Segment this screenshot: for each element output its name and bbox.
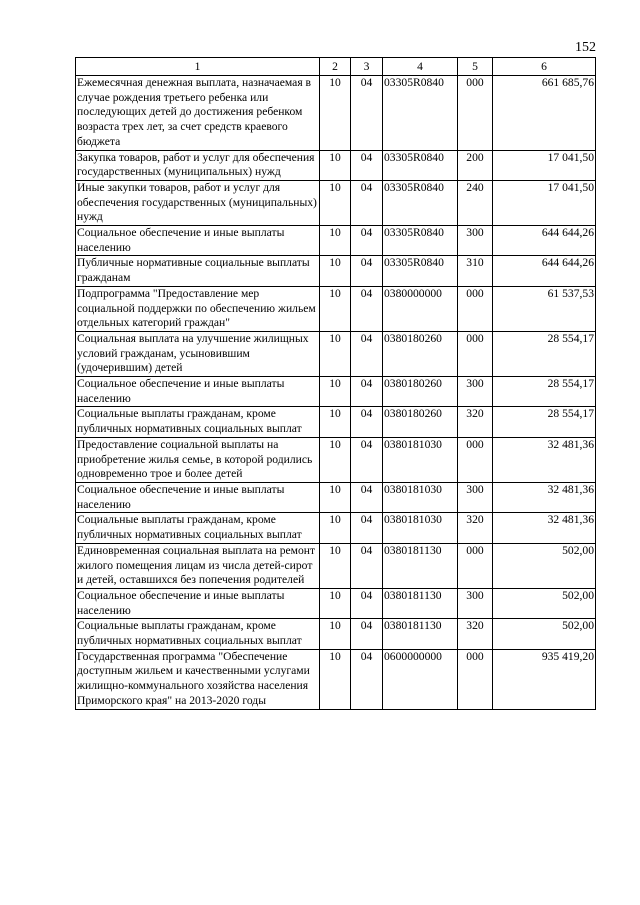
table-row [76,377,596,407]
row-amount: 28 554,17 [493,331,596,376]
row-expense-type: 000 [458,286,493,331]
row-subsection: 04 [351,226,383,256]
row-subsection: 04 [351,513,383,543]
row-subsection: 04 [351,150,383,180]
row-expense-type: 000 [458,76,493,151]
row-target-code: 03305R0840 [383,256,458,286]
row-section: 10 [320,482,351,512]
row-amount: 502,00 [493,619,596,649]
table-row [76,649,596,709]
row-name: Государственная программа "Обеспечение доступным жильем и качественными услугами жилищно-коммунального хозяйства населения Приморского края" на 2013-2020 годы [76,649,320,709]
row-section: 10 [320,588,351,618]
row-section: 10 [320,437,351,482]
row-name: Социальное обеспечение и иные выплаты населению [76,377,320,407]
row-expense-type: 320 [458,407,493,437]
row-subsection: 04 [351,649,383,709]
row-amount: 502,00 [493,543,596,588]
row-amount: 32 481,36 [493,437,596,482]
row-amount: 61 537,53 [493,286,596,331]
row-subsection: 04 [351,377,383,407]
row-target-code: 0380000000 [383,286,458,331]
row-name: Единовременная социальная выплата на ремонт жилого помещения лицам из числа детей-сирот и детей, оставшихся без попечения родителей [76,543,320,588]
row-expense-type: 240 [458,180,493,225]
row-subsection: 04 [351,180,383,225]
table-row [76,543,596,588]
row-expense-type: 200 [458,150,493,180]
row-section: 10 [320,649,351,709]
row-name: Социальные выплаты гражданам, кроме публичных нормативных социальных выплат [76,619,320,649]
row-target-code: 03305R0840 [383,76,458,151]
row-amount: 28 554,17 [493,407,596,437]
table-row [76,588,596,618]
row-section: 10 [320,286,351,331]
table-row [76,437,596,482]
row-expense-type: 300 [458,482,493,512]
row-section: 10 [320,76,351,151]
row-expense-type: 300 [458,588,493,618]
column-header-5: 5 [458,58,493,76]
row-section: 10 [320,513,351,543]
table-row [76,482,596,512]
row-target-code: 0380181130 [383,588,458,618]
row-section: 10 [320,331,351,376]
row-subsection: 04 [351,76,383,151]
row-section: 10 [320,150,351,180]
row-section: 10 [320,407,351,437]
row-subsection: 04 [351,407,383,437]
row-section: 10 [320,543,351,588]
row-expense-type: 000 [458,331,493,376]
row-expense-type: 310 [458,256,493,286]
row-subsection: 04 [351,588,383,618]
row-target-code: 0380180260 [383,377,458,407]
row-amount: 17 041,50 [493,180,596,225]
row-name: Подпрограмма "Предоставление мер социальной поддержки по обеспечению жильем отдельных категорий граждан" [76,286,320,331]
row-amount: 32 481,36 [493,513,596,543]
row-subsection: 04 [351,286,383,331]
row-subsection: 04 [351,437,383,482]
table-row [76,256,596,286]
row-section: 10 [320,377,351,407]
row-section: 10 [320,256,351,286]
row-amount: 32 481,36 [493,482,596,512]
row-name: Ежемесячная денежная выплата, назначаемая в случае рождения третьего ребенка или последующих детей до достижения ребенком возраста трех лет, за счет средств краевого бюджета [76,76,320,151]
column-header-3: 3 [351,58,383,76]
row-subsection: 04 [351,619,383,649]
row-expense-type: 320 [458,619,493,649]
row-target-code: 0380181130 [383,619,458,649]
row-amount: 17 041,50 [493,150,596,180]
row-target-code: 03305R0840 [383,226,458,256]
row-target-code: 03305R0840 [383,180,458,225]
table-row [76,150,596,180]
table-row [76,513,596,543]
row-target-code: 0380181030 [383,513,458,543]
row-name: Закупка товаров, работ и услуг для обеспечения государственных (муниципальных) нужд [76,150,320,180]
row-section: 10 [320,180,351,225]
row-name: Социальные выплаты гражданам, кроме публичных нормативных социальных выплат [76,513,320,543]
row-name: Социальное обеспечение и иные выплаты населению [76,226,320,256]
row-section: 10 [320,619,351,649]
row-target-code: 0380181130 [383,543,458,588]
row-target-code: 0380181030 [383,437,458,482]
column-header-1: 1 [76,58,320,76]
table-row [76,226,596,256]
row-expense-type: 000 [458,649,493,709]
page-number: 152 [575,40,596,55]
table-row [76,407,596,437]
row-expense-type: 000 [458,437,493,482]
row-amount: 28 554,17 [493,377,596,407]
row-subsection: 04 [351,482,383,512]
row-section: 10 [320,226,351,256]
row-expense-type: 300 [458,377,493,407]
table-row [76,286,596,331]
row-target-code: 0600000000 [383,649,458,709]
table-row [76,180,596,225]
row-target-code: 0380180260 [383,407,458,437]
column-header-4: 4 [383,58,458,76]
row-amount: 502,00 [493,588,596,618]
row-expense-type: 320 [458,513,493,543]
table-row [76,76,596,151]
row-name: Предоставление социальной выплаты на приобретение жилья семье, в которой родились одновременно трое и более детей [76,437,320,482]
table-row [76,331,596,376]
row-amount: 935 419,20 [493,649,596,709]
row-name: Социальное обеспечение и иные выплаты населению [76,482,320,512]
budget-table [75,57,596,710]
table-row [76,619,596,649]
row-amount: 644 644,26 [493,226,596,256]
row-subsection: 04 [351,543,383,588]
row-amount: 644 644,26 [493,256,596,286]
row-name: Социальное обеспечение и иные выплаты населению [76,588,320,618]
row-expense-type: 300 [458,226,493,256]
row-name: Публичные нормативные социальные выплаты гражданам [76,256,320,286]
row-target-code: 0380180260 [383,331,458,376]
row-name: Социальная выплата на улучшение жилищных условий гражданам, усыновившим (удочерившим) детей [76,331,320,376]
column-header-2: 2 [320,58,351,76]
row-target-code: 03305R0840 [383,150,458,180]
column-header-6: 6 [493,58,596,76]
row-name: Иные закупки товаров, работ и услуг для обеспечения государственных (муниципальных) нужд [76,180,320,225]
row-expense-type: 000 [458,543,493,588]
row-subsection: 04 [351,256,383,286]
row-name: Социальные выплаты гражданам, кроме публичных нормативных социальных выплат [76,407,320,437]
table-header-row [76,58,596,76]
row-subsection: 04 [351,331,383,376]
row-target-code: 0380181030 [383,482,458,512]
row-amount: 661 685,76 [493,76,596,151]
